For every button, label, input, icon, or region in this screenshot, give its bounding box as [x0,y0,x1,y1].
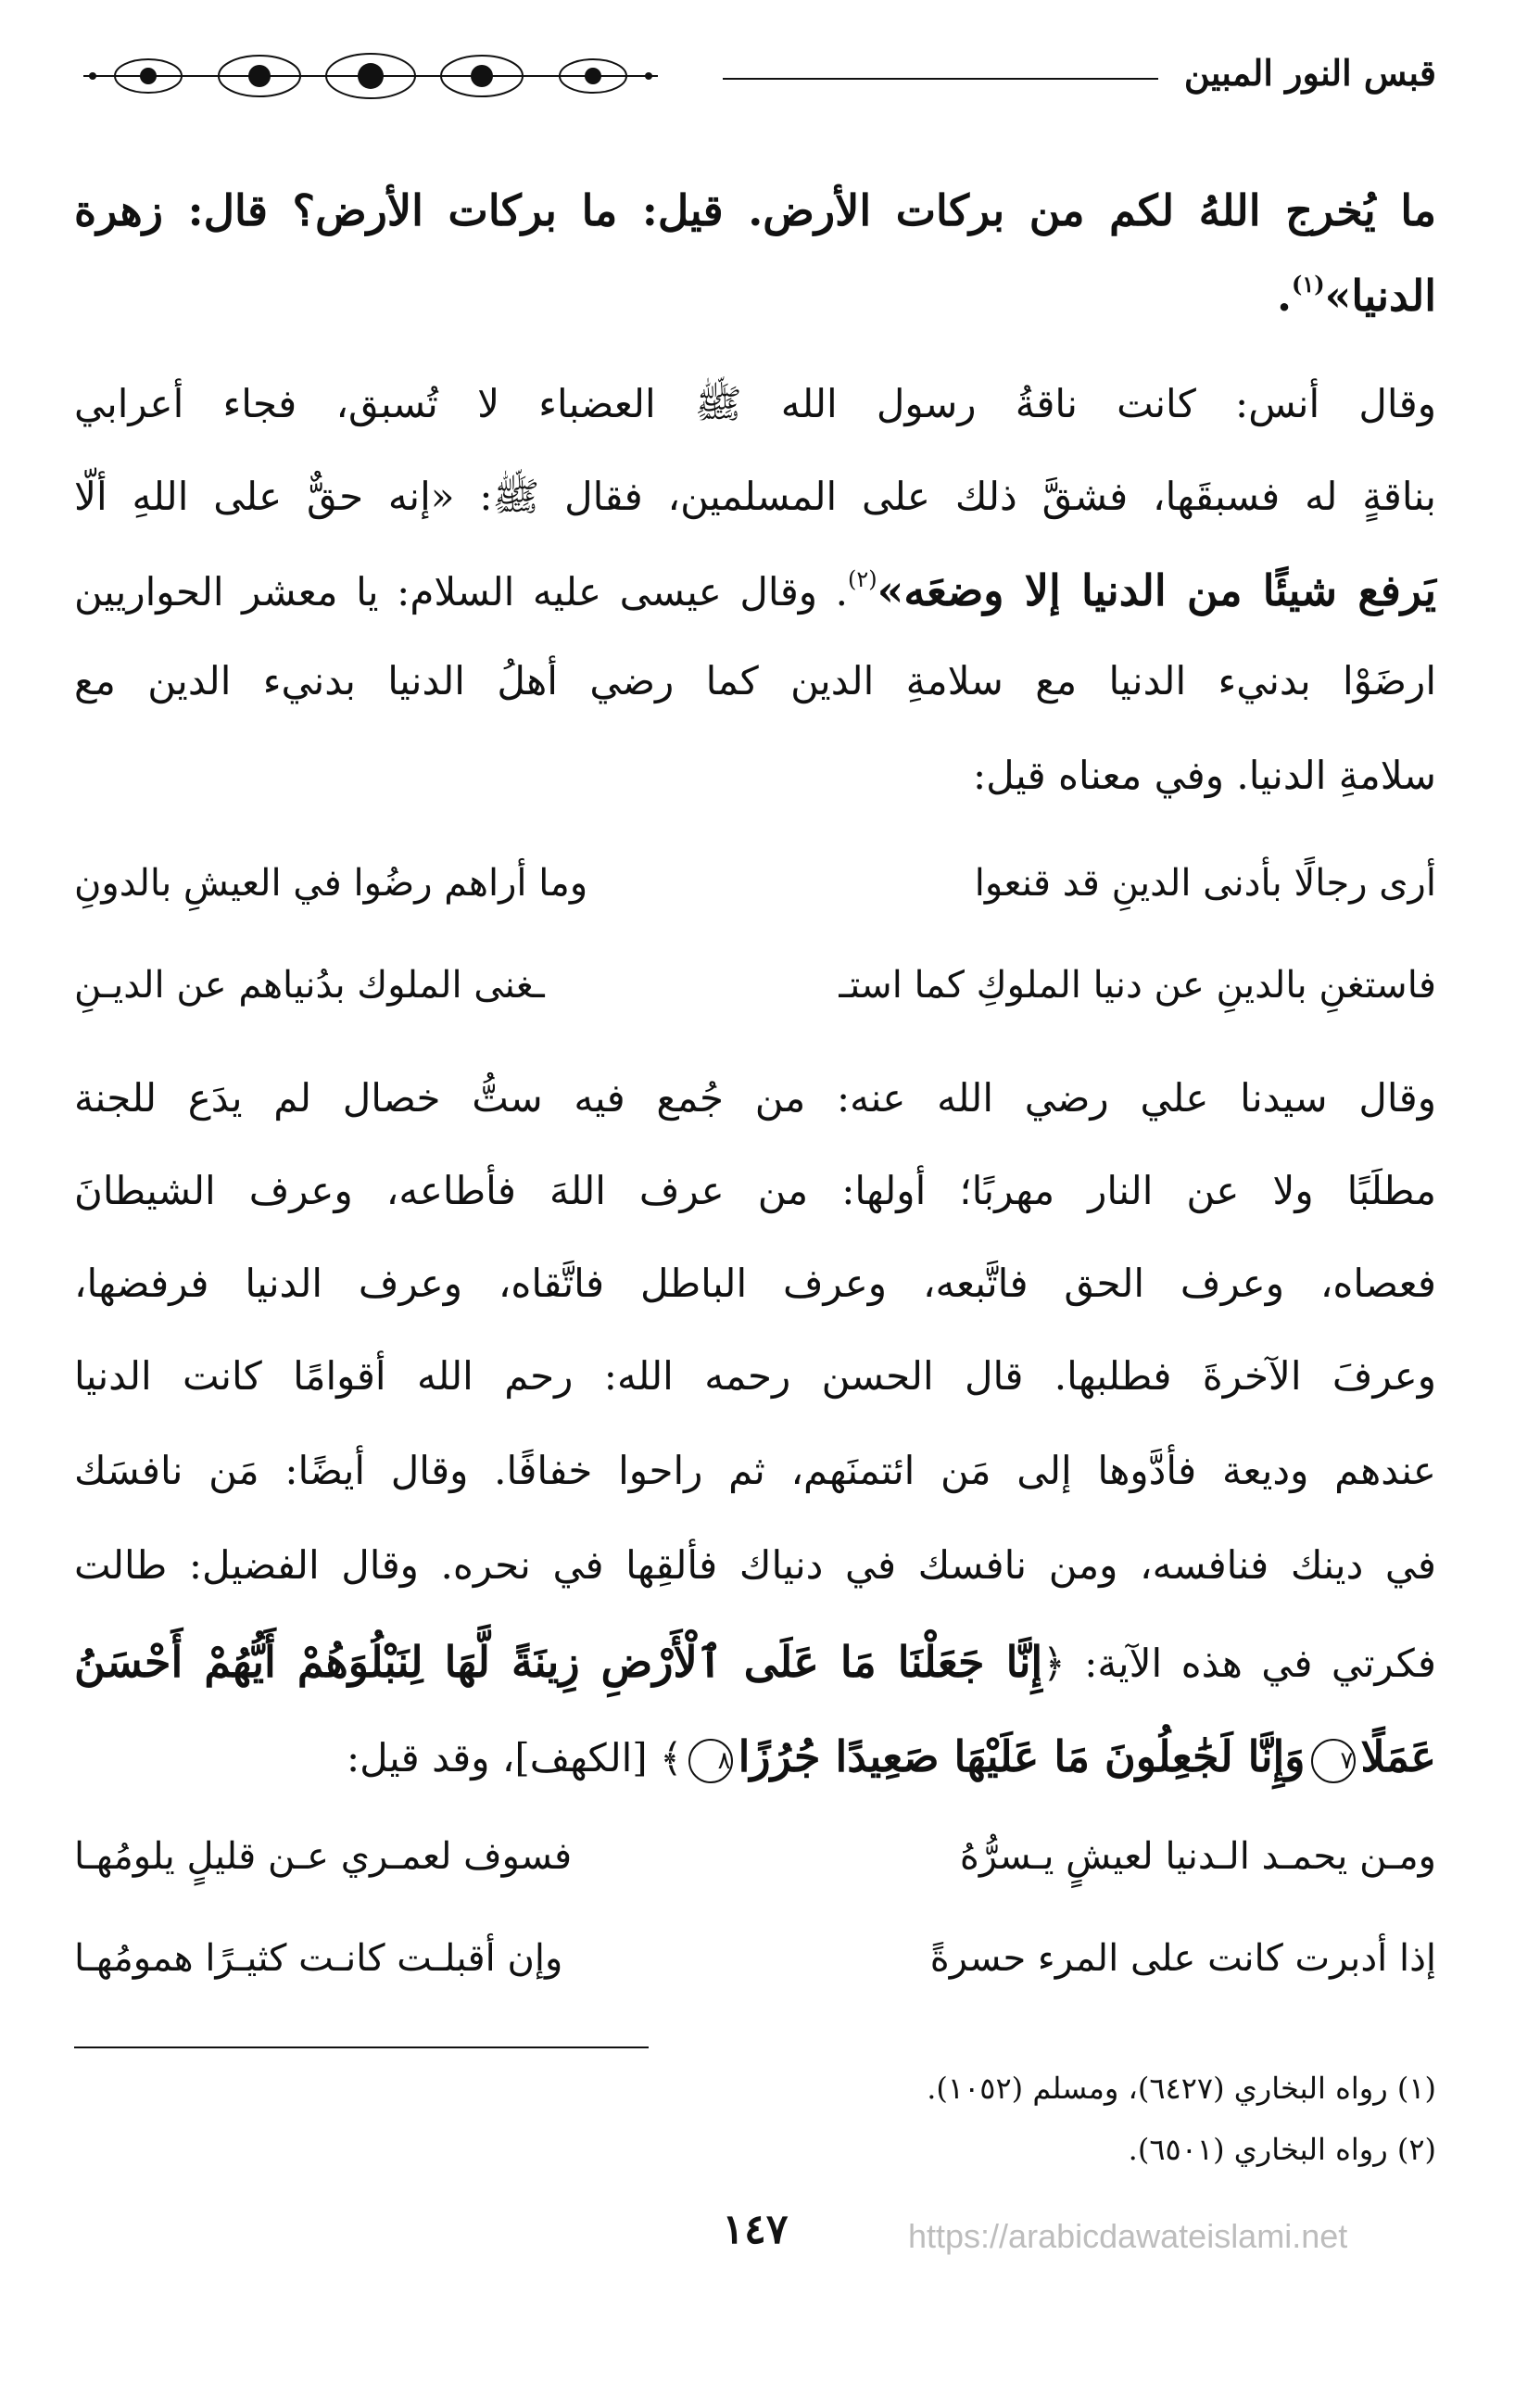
text-line: فعصاه، وعرف الحق فاتَّبعه، وعرف الباطل فاتَّقاه، وعرف الدنيا فرفضها، [74,1261,1436,1306]
verse-hemistich: ومـن يحمـد الـدنيا لعيشٍ يـسرُّهُ [959,1835,1436,1878]
header-ornament-icon [74,48,667,104]
verse-hemistich: وإن أقبلـت كانـت كثيـرًا همومُهـا [74,1937,563,1980]
text-line: يَرفع شيئًا من الدنيا إلا وضعَه»$^{(٢)}$. وقال عيسى عليه السلام: يا معشر الحواريين [74,565,1436,615]
footnote: (٢) رواه البخاري (٦٥٠١). [1128,2132,1436,2167]
ayah-number-marker: ٨ [688,1739,733,1783]
verse-line [74,1937,1436,1993]
header-rule [723,78,1158,80]
watermark: https://arabicdawateislami.net [908,2217,1348,2255]
document-page [74,0,1436,2395]
text-line: عَمَلًا٧وَإِنَّا لَجَٰعِلُونَ مَا عَلَيْهَا صَعِيدًا جُرُزًا٨﴾ [الكهف]، وقد قيل: [347,1731,1436,1781]
verse-line [74,862,1436,918]
text-line: الدنيا»$^{(١)}$. [1276,271,1436,321]
footnote-rule [74,2047,649,2048]
text-line: وقال أنس: كانت ناقةُ رسول الله ﷺ العضباء لا تُسبق، فجاء أعرابي [74,381,1436,426]
verse-line [74,964,1436,1020]
page-number: ١٤٧ [722,2206,789,2253]
text-line: بناقةٍ له فسبقَها، فشقَّ ذلك على المسلمين، فقال ﷺ: «إنه حقٌّ على اللهِ ألّا [74,474,1436,519]
running-title: قبس النور المبين [1183,52,1436,94]
text-line: في دينك فنافسه، ومن نافسك في دنياك فألقِها في نحره. وقال الفضيل: طالت [74,1542,1436,1588]
text-line: مطلَبًا ولا عن النار مهربًا؛ أولها: من عرف اللهَ فأطاعه، وعرف الشيطانَ [74,1168,1436,1213]
text-line: وعرفَ الآخرةَ فطلبها. قال الحسن رحمه الله: رحم الله أقوامًا كانت الدنيا [74,1353,1436,1399]
footnote: (١) رواه البخاري (٦٤٢٧)، ومسلم (١٠٥٢). [927,2071,1436,2106]
verse-hemistich: ـغنى الملوك بدُنياهم عن الديـنِ [74,964,545,1007]
verse-hemistich: إذا أدبرت كانت على المرء حسرةً [929,1937,1436,1980]
text-line: سلامةِ الدنيا. وفي معناه قيل: [972,753,1436,798]
text-line: ما يُخرج اللهُ لكم من بركات الأرض. قيل: ما بركات الأرض؟ قال: زهرة [74,185,1436,235]
quran-verse: إِنَّا جَعَلْنَا مَا عَلَى ٱلْأَرْضِ زِينَةً لَّهَا لِنَبْلُوَهُمْ أَيُّهُمْ أَحْسَنُ [74,1637,1043,1687]
verse-hemistich: فاستغنِ بالدينِ عن دنيا الملوكِ كما استـ [839,964,1436,1007]
verse-hemistich: فسوف لعمـري عـن قليلٍ يلومُهـا [74,1835,573,1878]
verse-hemistich: وما أراهم رضُوا في العيشِ بالدونِ [74,862,588,905]
footnote-ref: (٢) [848,566,877,592]
ayah-number-marker: ٧ [1311,1739,1356,1783]
text-line: عندهم وديعة فأدَّوها إلى مَن ائتمنَهم، ثم راحوا خفافًا. وقال أيضًا: مَن نافسَك [74,1448,1436,1493]
footnote-ref: (١) [1292,271,1325,298]
page-header [74,52,1436,108]
verse-line [74,1835,1436,1891]
text-line: ارضَوْا بدنيء الدنيا مع سلامةِ الدين كما رضي أهلُ الدنيا بدنيء الدين مع [74,658,1436,703]
text-line: فكرتي في هذه الآية: ﴿إِنَّا جَعَلْنَا مَا عَلَى ٱلْأَرْضِ زِينَةً لَّهَا لِنَبْلُوَهُمْ أَيُّهُمْ أَحْسَنُ [74,1637,1436,1687]
verse-hemistich: أرى رجالًا بأدنى الدينِ قد قنعوا [974,862,1436,905]
text-line: وقال سيدنا علي رضي الله عنه: من جُمع فيه ستُّ خصال لم يدَع للجنة [74,1075,1436,1121]
